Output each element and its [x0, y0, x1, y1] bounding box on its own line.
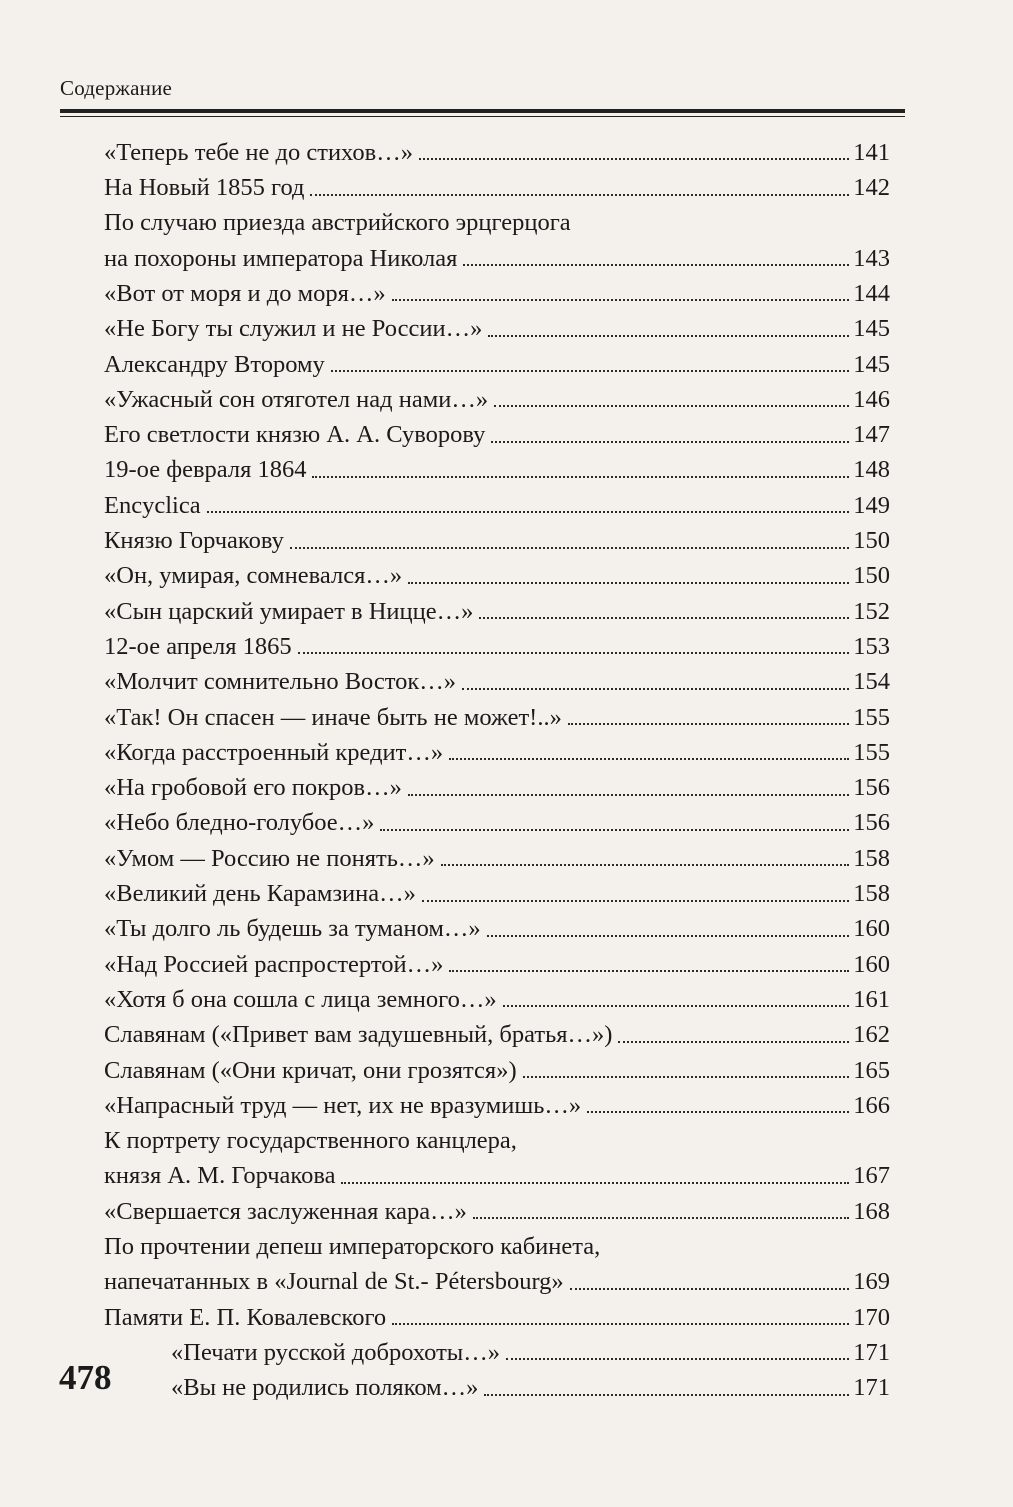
- leader-dots: [298, 651, 850, 654]
- toc-entry: [104, 412, 890, 447]
- toc-entry-page: 143: [853, 244, 890, 272]
- toc-entry-page: 158: [853, 844, 890, 872]
- toc-entry-page: 171: [853, 1338, 890, 1366]
- toc-entry-title: «Сын царский умирает в Ницце…»: [104, 597, 474, 625]
- toc-entry: [104, 942, 890, 977]
- leader-dots: [568, 722, 849, 725]
- leader-dots: [380, 828, 849, 831]
- leader-dots: [618, 1040, 849, 1043]
- leader-dots: [570, 1287, 850, 1290]
- toc-entry-page: 162: [853, 1021, 890, 1049]
- toc-entry: [104, 624, 890, 659]
- toc-entry-title: По случаю приезда австрийского эрцгерцога: [104, 209, 571, 237]
- leader-dots: [449, 969, 849, 972]
- toc-entry-page: 171: [853, 1374, 890, 1402]
- toc-entry-title: К портрету государственного канцлера,: [104, 1127, 517, 1155]
- toc-entry-page: 156: [853, 774, 890, 802]
- leader-dots: [506, 1357, 849, 1360]
- toc-entry: [104, 201, 890, 236]
- toc-entry: [104, 1118, 890, 1153]
- leader-dots: [587, 1110, 849, 1113]
- leader-dots: [503, 1004, 850, 1007]
- toc-entry-title: «На гробовой его покров…»: [104, 774, 402, 802]
- toc-entry: [104, 342, 890, 377]
- toc-entry-page: 155: [853, 738, 890, 766]
- toc-entry-title: Славянам («Привет вам задушевный, братья…»): [104, 1021, 613, 1049]
- toc-entry: [104, 306, 890, 341]
- toc-entry-title: «Свершается заслуженная кара…»: [104, 1197, 467, 1225]
- toc-entry-page: 156: [853, 809, 890, 837]
- leader-dots: [462, 687, 849, 690]
- toc-entry-page: 145: [853, 350, 890, 378]
- toc-entry: [104, 1260, 890, 1295]
- header-rule: [60, 109, 905, 113]
- leader-dots: [419, 157, 849, 160]
- toc-entry-page: 149: [853, 491, 890, 519]
- toc-entry-page: 154: [853, 668, 890, 696]
- toc-entry: [104, 1295, 890, 1330]
- toc-entry: [104, 448, 890, 483]
- toc-entry: [104, 130, 890, 165]
- toc-entry-page: 165: [853, 1056, 890, 1084]
- toc-entry-page: 142: [853, 174, 890, 202]
- leader-dots: [484, 1393, 849, 1396]
- toc-entry: [104, 271, 890, 306]
- toc-entry-page: 144: [853, 279, 890, 307]
- toc-entry: [104, 801, 890, 836]
- toc-entry-title: Encyclica: [104, 491, 201, 519]
- toc-entry-title: «Печати русской доброхоты…»: [171, 1338, 501, 1366]
- toc-entry-title: По прочтении депеш императорского кабинета,: [104, 1233, 601, 1260]
- toc-entry-title: «Он, умирая, сомневался…»: [104, 562, 403, 590]
- toc-entry-page: 150: [853, 562, 890, 590]
- leader-dots: [331, 369, 849, 372]
- toc-entry: [104, 1012, 890, 1047]
- leader-dots: [290, 546, 849, 549]
- toc-entry-page: 168: [853, 1197, 890, 1225]
- toc-entry-title: «Ты долго ль будешь за туманом…»: [104, 915, 481, 943]
- toc-entry-title: 12-ое апреля 1865: [104, 632, 292, 660]
- leader-dots: [491, 440, 849, 443]
- leader-dots: [523, 1075, 850, 1078]
- leader-dots: [449, 757, 849, 760]
- toc-entry: [104, 871, 890, 906]
- toc-entry: [104, 730, 890, 765]
- toc-entry-page: 160: [853, 950, 890, 978]
- leader-dots: [341, 1181, 849, 1184]
- toc-entry: [104, 1330, 890, 1365]
- toc-entry-title: Славянам («Они кричат, они грозятся»): [104, 1056, 517, 1084]
- toc-entry-page: 146: [853, 385, 890, 413]
- toc-entry-page: 160: [853, 915, 890, 943]
- toc-entry-page: 161: [853, 985, 890, 1013]
- leader-dots: [207, 510, 850, 513]
- toc-entry-title: Его светлости князю А. А. Суворову: [104, 421, 486, 449]
- toc-entry-title: «Над Россией распростертой…»: [104, 950, 444, 978]
- toc-entry-page: 158: [853, 880, 890, 908]
- leader-dots: [463, 263, 849, 266]
- leader-dots: [392, 1322, 849, 1325]
- toc-entry: [104, 1365, 890, 1400]
- toc-entry: [104, 659, 890, 694]
- toc-entry-title: «Так! Он спасен — иначе быть не может!..»: [104, 703, 562, 731]
- toc-entry-page: 169: [853, 1268, 890, 1296]
- toc-entry-title: напечатанных в «Journal de St.- Pétersbourg»: [104, 1268, 564, 1296]
- toc-entry-page: 145: [853, 315, 890, 343]
- leader-dots: [488, 334, 849, 337]
- toc-entry-title: Александру Второму: [104, 350, 325, 378]
- toc-entry-title: 19-ое февраля 1864: [104, 456, 307, 484]
- leader-dots: [408, 581, 849, 584]
- toc-entry-page: 141: [853, 138, 890, 166]
- toc-entry: [104, 1189, 890, 1224]
- toc-entry-page: 170: [853, 1303, 890, 1331]
- toc-entry: [104, 518, 890, 553]
- toc-entry: [104, 589, 890, 624]
- toc-entry: [104, 236, 890, 271]
- toc-entry-title: «Не Богу ты служил и не России…»: [104, 315, 483, 343]
- toc-entry: [104, 695, 890, 730]
- leader-dots: [312, 475, 849, 478]
- toc-entry-title: «Когда расстроенный кредит…»: [104, 738, 444, 766]
- toc-entry: [104, 1048, 890, 1083]
- toc-entry: [104, 836, 890, 871]
- toc-entry: [104, 765, 890, 800]
- toc-entry-page: 155: [853, 703, 890, 731]
- toc-entry: [104, 554, 890, 589]
- running-head: Содержание: [60, 76, 173, 100]
- toc-entry-title: «Вот от моря и до моря…»: [104, 279, 386, 307]
- toc-entry: [104, 1224, 890, 1259]
- toc-entry-title: «Умом — Россию не понять…»: [104, 844, 435, 872]
- toc-entry-title: «Великий день Карамзина…»: [104, 880, 416, 908]
- toc-entry-title: «Теперь тебе не до стихов…»: [104, 138, 413, 166]
- leader-dots: [422, 899, 849, 902]
- toc-entry: [104, 165, 890, 200]
- leader-dots: [392, 298, 850, 301]
- toc-entry-title: князя А. М. Горчакова: [104, 1162, 336, 1190]
- toc-entry-title: «Хотя б она сошла с лица земного…»: [104, 985, 497, 1013]
- toc-entry-title: «Небо бледно-голубое…»: [104, 809, 375, 837]
- toc-entry: [104, 1154, 890, 1189]
- toc-entry: [104, 483, 890, 518]
- toc-entry: [104, 907, 890, 942]
- toc-entry-page: 152: [853, 597, 890, 625]
- leader-dots: [479, 616, 849, 619]
- toc-entry-title: на похороны императора Николая: [104, 244, 458, 272]
- toc-entry-title: «Ужасный сон отяготел над нами…»: [104, 385, 489, 413]
- toc-entry: [104, 377, 890, 412]
- toc-entry-title: «Молчит сомнительно Восток…»: [104, 668, 457, 696]
- toc-entry-title: Князю Горчакову: [104, 527, 284, 555]
- toc-entry-page: 147: [853, 421, 890, 449]
- leader-dots: [441, 863, 850, 866]
- toc-entry-page: 148: [853, 456, 890, 484]
- table-of-contents: [104, 130, 890, 1401]
- toc-entry: [104, 977, 890, 1012]
- toc-entry-title: На Новый 1855 год: [104, 174, 305, 202]
- leader-dots: [487, 934, 850, 937]
- toc-entry-page: 166: [853, 1091, 890, 1119]
- leader-dots: [408, 793, 849, 796]
- leader-dots: [494, 404, 849, 407]
- toc-entry: [104, 1083, 890, 1118]
- page-number: 478: [59, 1358, 112, 1397]
- toc-entry-title: Памяти Е. П. Ковалевского: [104, 1303, 387, 1331]
- toc-entry-title: «Вы не родились поляком…»: [171, 1374, 479, 1402]
- toc-entry-page: 153: [853, 632, 890, 660]
- toc-entry-title: «Напрасный труд — нет, их не вразумишь…»: [104, 1091, 582, 1119]
- toc-entry-page: 150: [853, 527, 890, 555]
- leader-dots: [473, 1216, 849, 1219]
- toc-entry-page: 167: [853, 1162, 890, 1190]
- leader-dots: [310, 193, 849, 196]
